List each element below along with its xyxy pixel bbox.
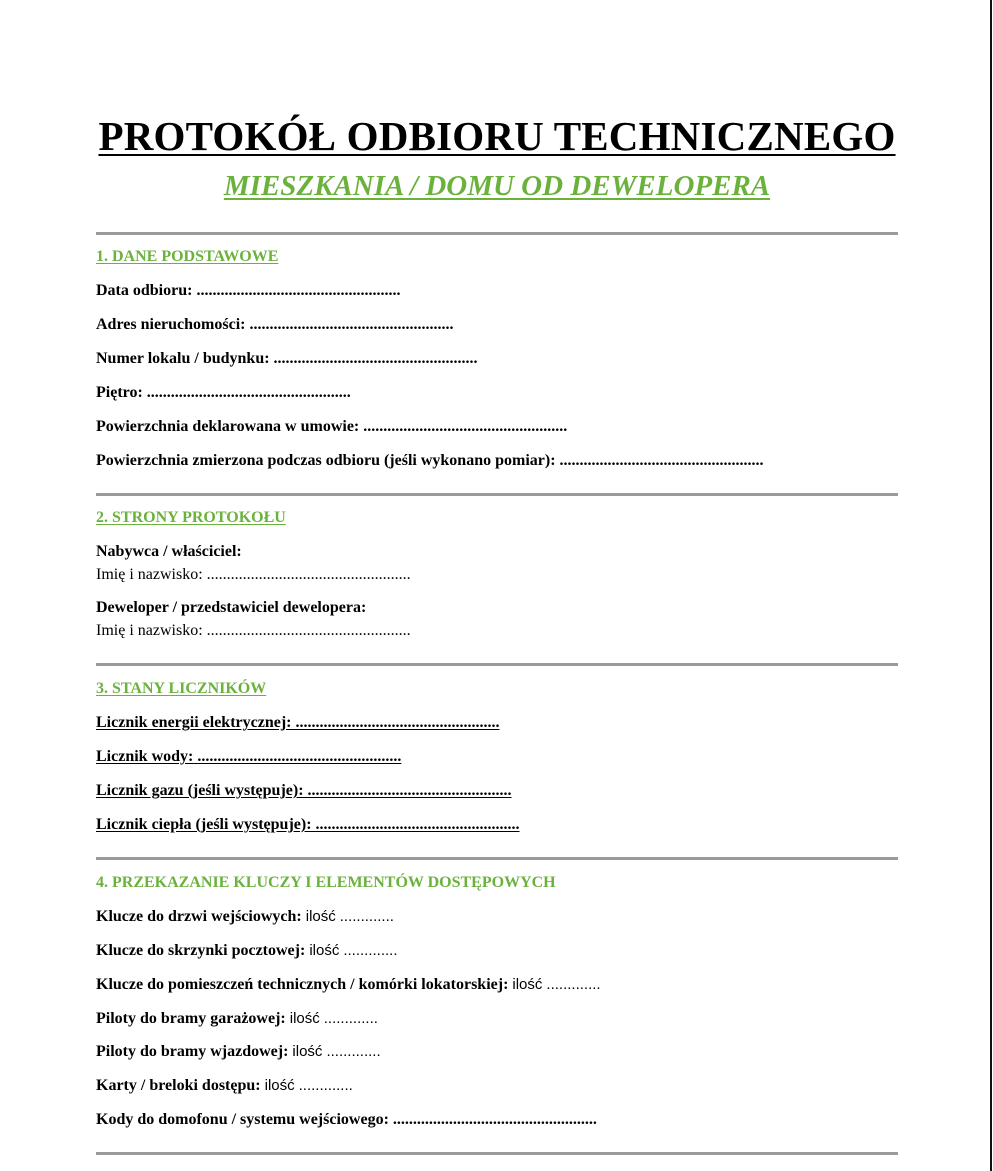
- field-label: Klucze do drzwi wejściowych:: [96, 908, 302, 925]
- field-unit-number: [96, 350, 478, 368]
- fill-in-blank[interactable]: ...................................................: [392, 1111, 597, 1128]
- keys-entrance-door: [96, 908, 394, 926]
- quantity-label: ilość: [264, 1077, 295, 1094]
- field-label: Karty / breloki dostępu:: [96, 1077, 261, 1094]
- document-subtitle: MIESZKANIA / DOMU OD DEWELOPERA: [223, 170, 771, 202]
- fill-in-blank[interactable]: ...................................................: [295, 714, 500, 731]
- field-label: Piętro:: [96, 384, 143, 401]
- section-heading-keys: 4. PRZEKAZANIE KLUCZY I ELEMENTÓW DOSTĘPOWYCH: [96, 874, 556, 891]
- field-label: Powierzchnia zmierzona podczas odbioru (jeśli wykonano pomiar):: [96, 452, 556, 469]
- field-label: Piloty do bramy wjazdowej:: [96, 1043, 289, 1060]
- fill-in-blank[interactable]: .............: [323, 1010, 378, 1027]
- fill-in-blank[interactable]: ...................................................: [196, 282, 401, 299]
- fill-in-blank[interactable]: ...................................................: [363, 418, 568, 435]
- section-divider: [96, 663, 898, 666]
- field-label: Licznik wody:: [96, 748, 194, 765]
- field-label: Numer lokalu / budynku:: [96, 350, 270, 367]
- party-developer-role: Deweloper / przedstawiciel dewelopera:: [96, 599, 367, 616]
- field-property-address: [96, 316, 453, 334]
- fill-in-blank[interactable]: .............: [298, 1077, 353, 1094]
- quantity-label: ilość: [289, 1010, 320, 1027]
- field-label: Licznik ciepła (jeśli występuje):: [96, 816, 312, 833]
- field-label: Klucze do pomieszczeń technicznych / komórki lokatorskiej:: [96, 976, 509, 993]
- section-heading-meters: 3. STANY LICZNIKÓW: [96, 680, 267, 697]
- section-heading-parties: 2. STRONY PROTOKOŁU: [96, 509, 286, 526]
- field-label: Adres nieruchomości:: [96, 316, 246, 333]
- meter-heat: [96, 816, 520, 834]
- quantity-label: ilość: [305, 908, 336, 925]
- fill-in-blank[interactable]: ...................................................: [197, 748, 402, 765]
- remotes-garage-gate: [96, 1010, 378, 1028]
- fill-in-blank[interactable]: ...................................................: [315, 816, 520, 833]
- section-divider: [96, 1152, 898, 1155]
- document-title: PROTOKÓŁ ODBIORU TECHNICZNEGO: [98, 113, 896, 159]
- fill-in-blank[interactable]: ...................................................: [146, 384, 351, 401]
- fill-in-blank[interactable]: ...................................................: [273, 350, 478, 367]
- party-developer-name: [96, 622, 411, 640]
- field-label: Piloty do bramy garażowej:: [96, 1010, 286, 1027]
- field-label: Powierzchnia deklarowana w umowie:: [96, 418, 360, 435]
- section-divider: [96, 232, 898, 235]
- field-label: Data odbioru:: [96, 282, 193, 299]
- field-measured-area: [96, 452, 764, 470]
- section-heading-basic-data: 1. DANE PODSTAWOWE: [96, 248, 279, 265]
- party-buyer-name: [96, 566, 411, 584]
- fill-in-blank[interactable]: .............: [546, 976, 601, 993]
- keys-mailbox: [96, 942, 398, 960]
- quantity-label: ilość: [309, 942, 340, 959]
- access-cards: [96, 1077, 353, 1095]
- field-label: Licznik gazu (jeśli występuje):: [96, 782, 304, 799]
- intercom-codes: [96, 1111, 597, 1129]
- field-declared-area: [96, 418, 567, 436]
- fill-in-blank[interactable]: ...................................................: [307, 782, 512, 799]
- fill-in-blank[interactable]: ...................................................: [559, 452, 764, 469]
- field-label: Klucze do skrzynki pocztowej:: [96, 942, 306, 959]
- field-label: Licznik energii elektrycznej:: [96, 714, 292, 731]
- meter-gas: [96, 782, 512, 800]
- section-divider: [96, 493, 898, 496]
- fill-in-blank[interactable]: .............: [343, 942, 398, 959]
- fill-in-blank[interactable]: ...................................................: [249, 316, 454, 333]
- meter-water: [96, 748, 401, 766]
- field-label: Imię i nazwisko:: [96, 566, 203, 583]
- field-floor: [96, 384, 351, 402]
- field-label: Imię i nazwisko:: [96, 622, 203, 639]
- field-receipt-date: [96, 282, 400, 300]
- field-label: Kody do domofonu / systemu wejściowego:: [96, 1111, 389, 1128]
- quantity-label: ilość: [292, 1043, 323, 1060]
- fill-in-blank[interactable]: .............: [339, 908, 394, 925]
- fill-in-blank[interactable]: ...................................................: [206, 622, 411, 639]
- meter-electricity: [96, 714, 500, 732]
- fill-in-blank[interactable]: .............: [326, 1043, 381, 1060]
- page-edge: [990, 0, 992, 1171]
- quantity-label: ilość: [512, 976, 543, 993]
- fill-in-blank[interactable]: ...................................................: [206, 566, 411, 583]
- keys-technical-rooms: [96, 976, 601, 994]
- section-divider: [96, 857, 898, 860]
- remotes-entry-gate: [96, 1043, 381, 1061]
- party-buyer-role: Nabywca / właściciel:: [96, 543, 242, 560]
